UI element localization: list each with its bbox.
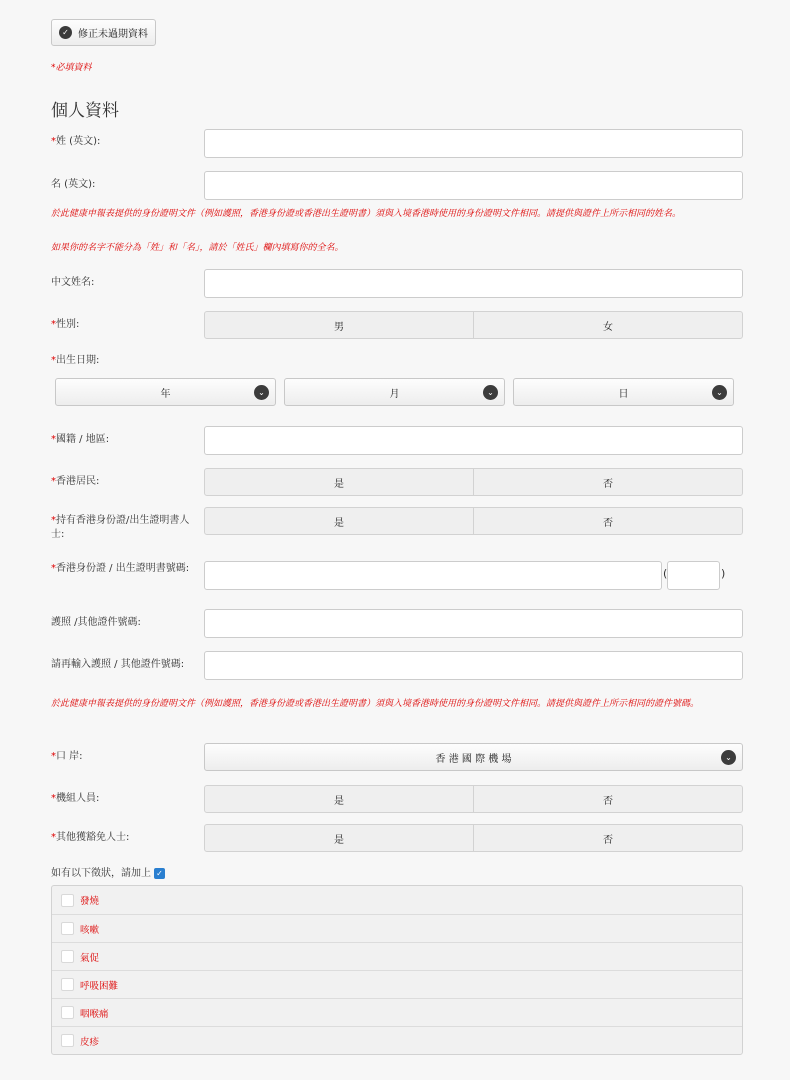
surname-label: *姓 (英文): [51,136,101,147]
crew-toggle[interactable] [204,785,743,813]
dob-day-value: 日 [618,388,629,400]
hkid-number-label: *香港身份證 / 出生證明書號碼: [51,563,190,574]
gender-toggle[interactable] [204,311,743,339]
passport-number-confirm-input[interactable] [204,651,743,680]
dob-month-value: 月 [389,388,400,400]
nationality-label: *國籍 / 地區: [51,434,110,445]
symptom-cough[interactable]: 咳嗽 [52,914,742,942]
crew-no[interactable]: 否 [473,786,742,812]
hkid-check-digit-input[interactable] [667,561,720,590]
chevron-down-icon: ⌄ [721,750,736,765]
gender-option-male[interactable]: 男 [334,321,344,333]
crew-yes[interactable]: 是 [334,795,344,807]
chevron-down-icon: ⌄ [483,385,498,400]
checkbox-icon[interactable] [61,1006,74,1019]
port-label: *口 岸: [51,751,83,762]
symptom-sore-throat[interactable]: 咽喉痛 [52,998,742,1026]
checkbox-icon[interactable] [61,894,74,907]
hkid-number-input[interactable] [204,561,662,590]
fix-unexpired-data-label: 修正未過期資料 [78,29,148,40]
hk-resident-label: *香港居民: [51,476,100,487]
nationality-input[interactable] [204,426,743,455]
checkbox-icon[interactable] [61,922,74,935]
gender-label: *性別: [51,319,80,330]
hkid-holder-yes[interactable]: 是 [334,517,344,529]
chevron-down-icon: ⌄ [254,385,269,400]
dob-label: *出生日期: [51,355,100,366]
symptom-list [51,885,743,1055]
document-note: 於此健康申報表提供的身份證明文件（例如護照，香港身份證或香港出生證明書）須與入境香港時使用的身份證明文件相同。請提供與證件上所示相同的證件號碼。 [51,699,700,709]
symptom-fever[interactable]: 發燒 [52,886,742,914]
exempted-toggle[interactable] [204,824,743,852]
symptom-rash[interactable]: 皮疹 [52,1026,742,1054]
symptom-shortness-of-breath[interactable]: 氣促 [52,942,742,970]
symptom-difficulty-breathing[interactable]: 呼吸困難 [52,970,742,998]
section-title: 個人資料 [51,101,119,121]
chinese-name-label: 中文姓名: [51,277,95,288]
given-name-input[interactable] [204,171,743,200]
close-paren: ) [721,567,726,580]
checkbox-checked-icon: ✓ [154,868,165,879]
dob-year-select[interactable] [55,378,276,406]
chevron-down-icon: ⌄ [712,385,727,400]
passport-number-label: 護照 /其他證件號碼: [51,617,141,628]
chinese-name-input[interactable] [204,269,743,298]
exempted-yes[interactable]: 是 [334,834,344,846]
hkid-holder-toggle[interactable] [204,507,743,535]
exempted-no[interactable]: 否 [473,825,742,851]
passport-number-input[interactable] [204,609,743,638]
dob-day-select[interactable] [513,378,734,406]
hk-resident-toggle[interactable] [204,468,743,496]
hk-resident-no[interactable]: 否 [473,469,742,495]
hkid-holder-label: *持有香港身份證/出生證明書人士: [51,515,190,540]
symptoms-prompt: 如有以下徵狀，請加上 ✓ [51,867,165,881]
port-value: 香 港 國 際 機 場 [435,753,512,765]
dob-year-value: 年 [160,388,171,400]
surname-input[interactable] [204,129,743,158]
gender-option-female[interactable]: 女 [473,312,742,338]
check-circle-icon: ✓ [59,26,72,39]
crew-label: *機組人員: [51,793,100,804]
exempted-label: *其他獲豁免人士: [51,832,130,843]
open-paren: ( [663,567,668,580]
checkbox-icon[interactable] [61,1034,74,1047]
checkbox-icon[interactable] [61,950,74,963]
checkbox-icon[interactable] [61,978,74,991]
name-note-1: 於此健康申報表提供的身份證明文件（例如護照，香港身份證或香港出生證明書）須與入境香港時使用的身份證明文件相同。請提供與證件上所示相同的姓名。 [51,209,682,219]
hkid-holder-no[interactable]: 否 [473,508,742,534]
passport-number-confirm-label: 請再輸入護照 / 其他證件號碼: [51,659,185,670]
required-note: *必填資料 [51,63,92,73]
name-note-2: 如果你的名字不能分為「姓」和「名」，請於「姓氏」欄內填寫你的全名。 [51,243,344,253]
dob-month-select[interactable] [284,378,505,406]
fix-unexpired-data-button[interactable] [51,19,156,46]
given-name-label: 名 (英文): [51,179,96,190]
hk-resident-yes[interactable]: 是 [334,478,344,490]
port-select[interactable] [204,743,743,771]
